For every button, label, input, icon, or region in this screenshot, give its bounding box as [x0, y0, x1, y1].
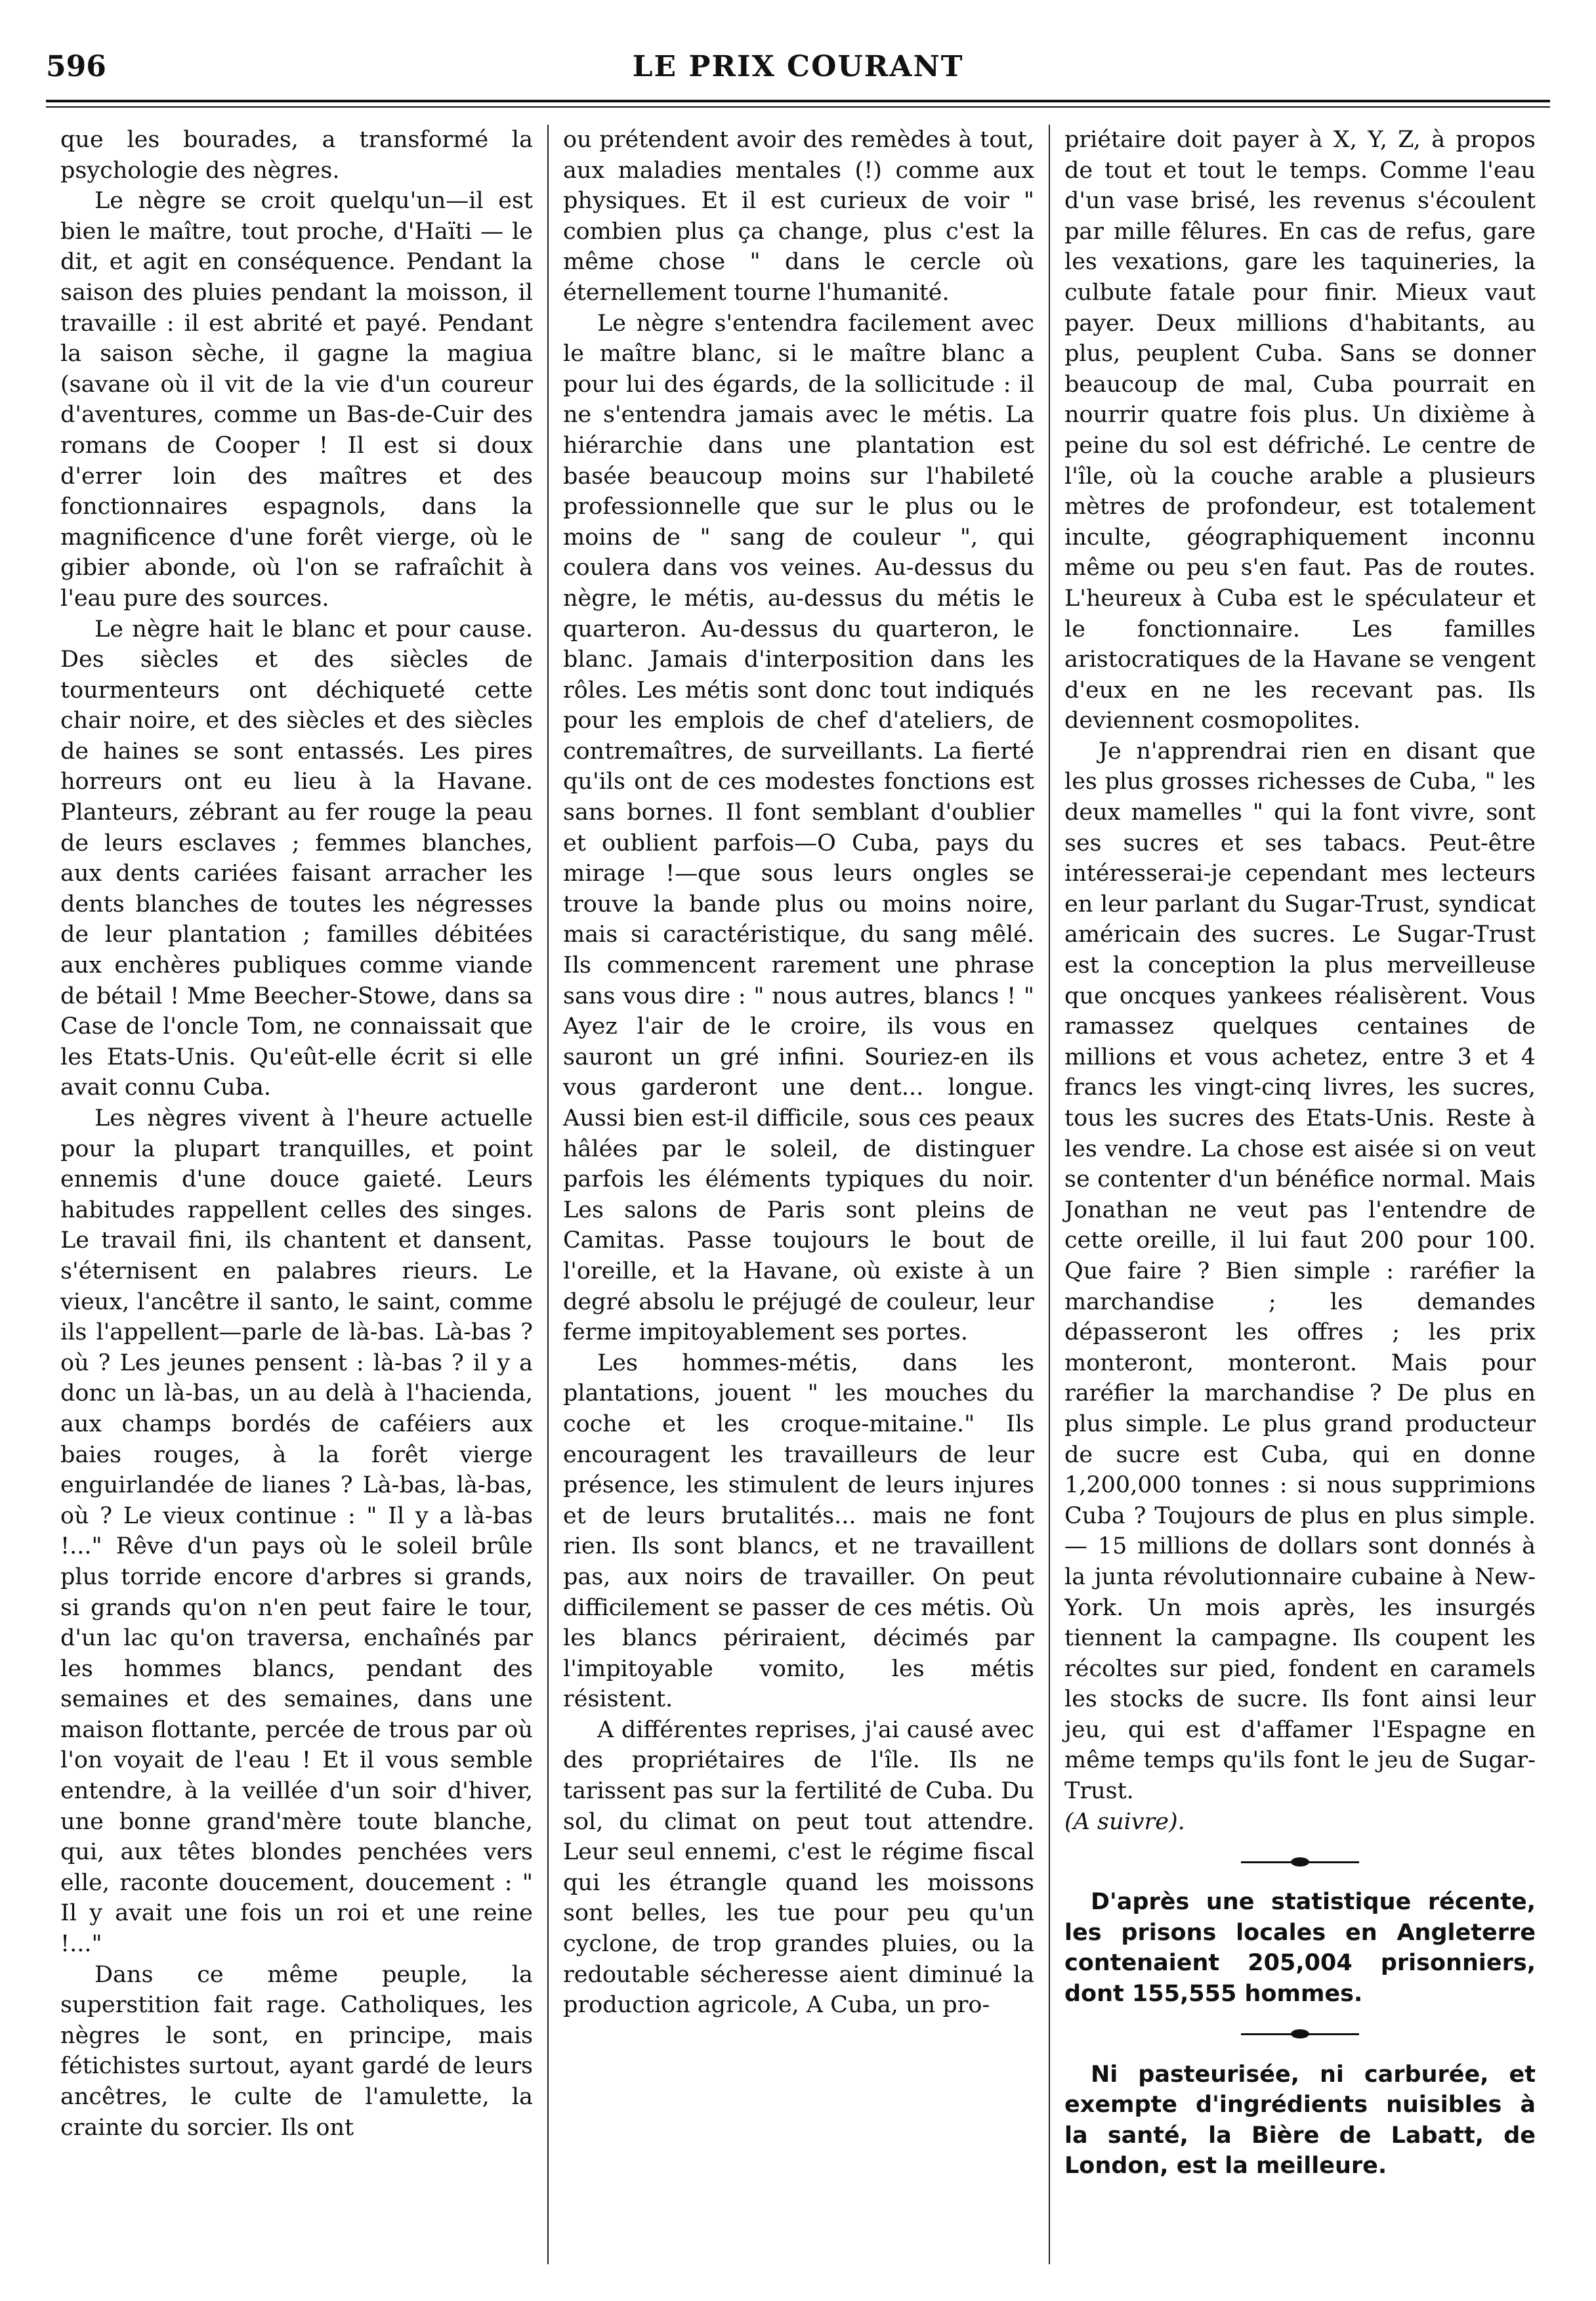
- separator-ornament: [1064, 2021, 1536, 2048]
- column-3-body: [1064, 125, 1536, 1807]
- article-paragraph: Les nègres vivent à l'heure actuelle pour la plupart tranquilles, et point ennemis d'une douce gaieté. Leurs habitudes rappellent celles des singes. Le travail fini, ils chantent et dansent, s'éternisent en palabres rieurs. Le vieux, l'ancêtre il santo, le saint, comme ils l'appellent—parle de là-bas. Là-bas ? où ? Les jeunes pensent : là-bas ? il y a donc un là-bas, un au delà à l'hacienda, aux champs bordés de caféiers aux baies rouges, à la forêt vierge enguirlandée de lianes ? Là-bas, là-bas, où ? Le vieux continue : " Il y a là-bas !..." Rêve d'un pays où le soleil brûle plus torride encore d'arbres si grands, si grands qu'on n'en peut faire le tour, d'un lac qu'on traversa, enchaînés par les hommes blancs, pendant des semaines et des semaines, dans une maison flottante, percée de trous par où l'on voyait de l'eau ! Et il vous semble entendre, à la veillée d'un soir d'hiver, une bonne grand'mère toute blanche, qui, aux têtes blondes penchées vers elle, raconte doucement, doucement : " Il y avait une fois un roi et une reine !...": [60, 1105, 533, 1958]
- article-paragraph: Le nègre s'entendra facilement avec le maître blanc, si le maître blanc a pour lui des égards, de la sollicitude : il ne s'entendra jamais avec le métis. La hiérarchie dans une plantation est basée beaucoup moins sur l'habileté professionnelle que sur le plus ou le moins de " sang de couleur ", qui coulera dans vos veines. Au-dessus du nègre, le métis, au-dessus du métis le quarteron. Au-dessus du quarteron, le blanc. Jamais d'interposition dans les rôles. Les métis sont donc tout indiqués pour les emplois de chef d'ateliers, de contremaîtres, de surveillants. La fierté qu'ils ont de ces modestes fonctions est sans bornes. Il font semblant d'oublier et oublient parfois—O Cuba, pays du mirage !—que sous leurs ongles se trouve la bande plus ou moins noire, mais si caractéristique, du sang mêlé. Ils commencent rarement une phrase sans vous dire : " nous autres, blancs ! " Ayez l'air de le croire, ils vous en sauront un gré infini. Souriez-en ils vous garderont une dent... longue. Aussi bien est-il difficile, sous ces peaux hâlées par le soleil, de distinguer parfois les éléments typiques du noir. Les salons de Paris sont pleins de Camitas. Passe toujours le bout de l'oreille, et la Havane, où existe à un degré absolu le préjugé de couleur, leur ferme impitoyablement ses portes.: [563, 310, 1034, 1346]
- beer-advertisement: Ni pasteurisée, ni carburée, et exempte d'ingrédients nuisibles à la santé, la Bière de Labatt, de London, est la meilleure.: [1064, 2061, 1536, 2180]
- to-be-continued-note: (A suivre).: [1064, 1808, 1185, 1835]
- column-3: [1049, 125, 1550, 2264]
- article-paragraph: Les hommes-métis, dans les plantations, jouent " les mouches du coche et les croque-mitaine." Ils encouragent les travailleurs de leur présence, les stimulent de leurs injures et de leurs brutalités... mais ne font rien. Ils sont blancs, et ne travaillent pas, aux noirs de travailler. On peut difficilement se passer de ces métis. Où les blancs périraient, décimés par l'impitoyable vomito, les métis résistent.: [563, 1349, 1034, 1713]
- separator-ornament: [1064, 1849, 1536, 1875]
- page-header: [46, 46, 1550, 98]
- article-paragraph: A différentes reprises, j'ai causé avec des propriétaires de l'île. Ils ne tarissent pas sur la fertilité de Cuba. Du sol, du climat on peut tout attendre. Leur seul ennemi, c'est le régime fiscal qui les étrangle quand les moissons sont belles, les tue pour peu qu'un cyclone, de trop grandes pluies, ou la redoutable sécheresse aient diminué la production agricole, A Cuba, un pro-: [563, 1716, 1034, 2019]
- header-rule-thick: [46, 100, 1550, 102]
- column-2: [547, 125, 1049, 2264]
- article-paragraph: ou prétendent avoir des remèdes à tout, aux maladies mentales (!) comme aux physiques. Et il est curieux de voir " combien plus ça change, plus c'est la même chose " dans le cercle où éternellement tourne l'humanité.: [563, 127, 1034, 306]
- article-paragraph: priétaire doit payer à X, Y, Z, à propos de tout et tout le temps. Comme l'eau d'un vase brisé, les revenus s'écoulent par mille fêlures. En cas de refus, gare les vexations, gare les taquineries, la culbute fatale pour finir. Mieux vaut payer. Deux millions d'habitants, au plus, peuplent Cuba. Sans se donner beaucoup de mal, Cuba pourrait en nourrir quatre fois plus. Un dixième à peine du sol est défriché. Le centre de l'île, où la couche arable a plusieurs mètres de profondeur, est totalement inculte, géographiquement inconnu même ou peu s'en faut. Pas de routes. L'heureux à Cuba est le spéculateur et le fonctionnaire. Les familles aristocratiques de la Havane se vengent d'eux en ne les recevant pas. Ils deviennent cosmopolites.: [1064, 127, 1536, 734]
- article-columns: [46, 125, 1550, 2264]
- article-paragraph: Dans ce même peuple, la superstition fait rage. Catholiques, les nègres le sont, en principe, mais fétichistes surtout, ayant gardé de leurs ancêtres, le culte de l'amulette, la crainte du sorcier. Ils ont: [60, 1961, 533, 2141]
- article-paragraph: Le nègre se croit quelqu'un—il est bien le maître, tout proche, d'Haïti — le dit, et agit en conséquence. Pendant la saison des pluies pendant la moisson, il travaille : il est abrité et payé. Pendant la saison sèche, il gagne la magiua (savane où il vit de la vie d'un coureur d'aventures, comme un Bas-de-Cuir des romans de Cooper ! Il est si doux d'errer loin des maîtres et des fonctionnaires espagnols, dans la magnificence d'une forêt vierge, où le gibier abonde, où l'on se rafraîchit à l'eau pure des sources.: [60, 188, 533, 612]
- statistics-note: D'après une statistique récente, les prisons locales en Angleterre contenaient 205,004 prisonniers, dont 155,555 hommes.: [1064, 1889, 1536, 2008]
- journal-title: LE PRIX COURANT: [632, 50, 964, 83]
- article-paragraph: que les bourades, a transformé la psychologie des nègres.: [60, 127, 533, 184]
- page-number: 596: [46, 50, 106, 83]
- column-1: [46, 125, 547, 2264]
- header-rule-thin: [46, 106, 1550, 108]
- article-paragraph: Je n'apprendrai rien en disant que les plus grosses richesses de Cuba, " les deux mamelles " qui la font vivre, sont ses sucres et ses tabacs. Peut-être intéresserai-je cependant mes lecteurs en leur parlant du Sugar-Trust, syndicat américain des sucres. Le Sugar-Trust est la conception la plus merveilleuse que oncques yankees réalisèrent. Vous ramassez quelques centaines de millions et vous achetez, entre 3 et 4 francs les vingt-cinq livres, les sucres, tous les sucres des Etats-Unis. Reste à les vendre. La chose est aisée si on veut se contenter d'un bénéfice normal. Mais Jonathan ne veut pas l'entendre de cette oreille, il lui faut 200 pour 100. Que faire ? Bien simple : raréfier la marchandise ; les demandes dépasseront les offres ; les prix monteront, monteront. Mais pour raréfier la marchandise ? De plus en plus simple. Le plus grand producteur de sucre est Cuba, qui en donne 1,200,000 tonnes : si nous supprimions Cuba ? Toujours de plus en plus simple.— 15 millions de dollars sont donnés à la junta révolutionnaire cubaine à New-York. Un mois après, les insurgés tiennent la campagne. Ils coupent les récoltes sur pied, fondent en caramels les stocks de sucre. Ils font ainsi leur jeu, qui est d'affamer l'Espagne en même temps qu'ils font le jeu de Sugar-Trust.: [1064, 738, 1536, 1805]
- article-paragraph: Le nègre hait le blanc et pour cause. Des siècles et des siècles de tourmenteurs ont déchiqueté cette chair noire, et des siècles et des siècles de haines se sont entassés. Les pires horreurs ont eu lieu à la Havane. Planteurs, zébrant au fer rouge la peau de leurs esclaves ; femmes blanches, aux dents cariées faisant arracher les dents blanches de toutes les négresses de leur plantation ; familles débitées aux enchères publiques comme viande de bétail ! Mme Beecher-Stowe, dans sa Case de l'oncle Tom, ne connaissait que les Etats-Unis. Qu'eût-elle écrit si elle avait connu Cuba.: [60, 616, 533, 1101]
